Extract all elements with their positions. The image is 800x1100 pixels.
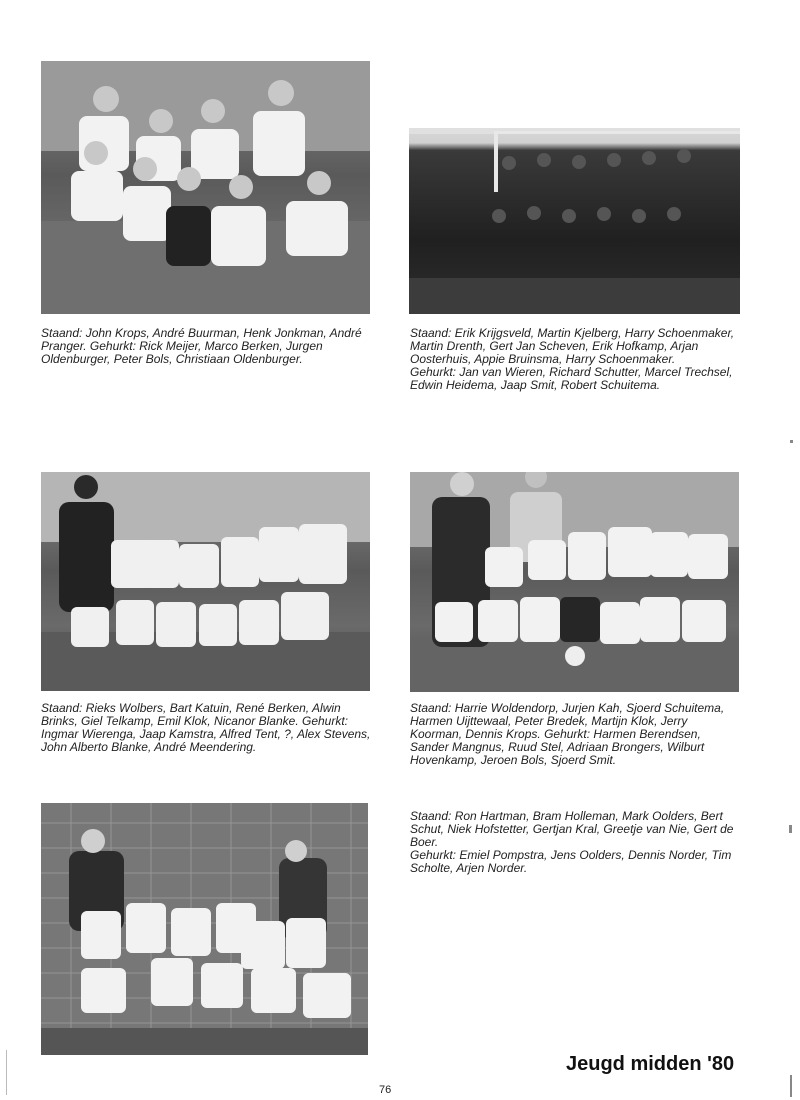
- caption-photo-5: [410, 810, 740, 875]
- caption-photo-4: [410, 702, 740, 767]
- team-photo-4: [410, 472, 739, 692]
- section-title: Jeugd midden '80: [566, 1053, 735, 1075]
- caption-photo-2: [410, 327, 740, 392]
- team-photo-2: [409, 128, 740, 314]
- team-photo-5: [41, 803, 368, 1055]
- caption-text: Staand: John Krops, André Buurman, Henk Jonkman, André Pranger. Gehurkt: Rick Meijer, Marco Berken, Jurgen Oldenburger, Peter Bols, Christiaan Oldenburger.: [41, 326, 362, 366]
- caption-text: Staand: Harrie Woldendorp, Jurjen Kah, Sjoerd Schuitema, Harmen Uijttewaal, Peter Bredek, Martijn Klok, Jerry Koorman, Dennis Krops. Gehurkt: Harmen Berendsen, Sander Mangnus, Ruud Stel, Adriaan Brongers, Wilburt Hovenkamp, Jeroen Bols, Sjoerd Smit.: [410, 701, 725, 767]
- caption-text: Staand: Rieks Wolbers, Bart Katuin, René Berken, Alwin Brinks, Giel Telkamp, Emil Klok, Nicanor Blanke. Gehurkt: Ingmar Wierenga, Jaap Kamstra, Alfred Tent, ?, Alex Stevens, John Alberto Blanke, André Meendering.: [41, 701, 371, 754]
- caption-text-2: Gehurkt: Emiel Pompstra, Jens Oolders, Dennis Norder, Tim Scholte, Arjen Norder.: [410, 848, 732, 875]
- scan-mark: [790, 440, 793, 443]
- caption-text-2: Gehurkt: Jan van Wieren, Richard Schutter, Marcel Trechsel, Edwin Heidema, Jaap Smit, Robert Schuitema.: [410, 365, 733, 392]
- caption-text: Staand: Ron Hartman, Bram Holleman, Mark Oolders, Bert Schut, Niek Hofstetter, Gertjan Kral, Greetje van Nie, Gert de Boer.: [410, 809, 734, 849]
- team-photo-3: [41, 472, 370, 691]
- page-number: 76: [379, 1084, 392, 1096]
- team-photo-1: [41, 61, 370, 314]
- caption-photo-3: [41, 702, 371, 754]
- scan-mark: [6, 1050, 7, 1095]
- caption-photo-1: [41, 327, 371, 366]
- caption-text: Staand: Erik Krijgsveld, Martin Kjelberg, Harry Schoenmaker, Martin Drenth, Gert Jan Scheven, Erik Hofkamp, Arjan Oosterhuis, Appie Bruinsma, Harry Schoenmaker.: [410, 326, 735, 366]
- scan-mark: [790, 1075, 792, 1097]
- scan-mark: [789, 825, 792, 833]
